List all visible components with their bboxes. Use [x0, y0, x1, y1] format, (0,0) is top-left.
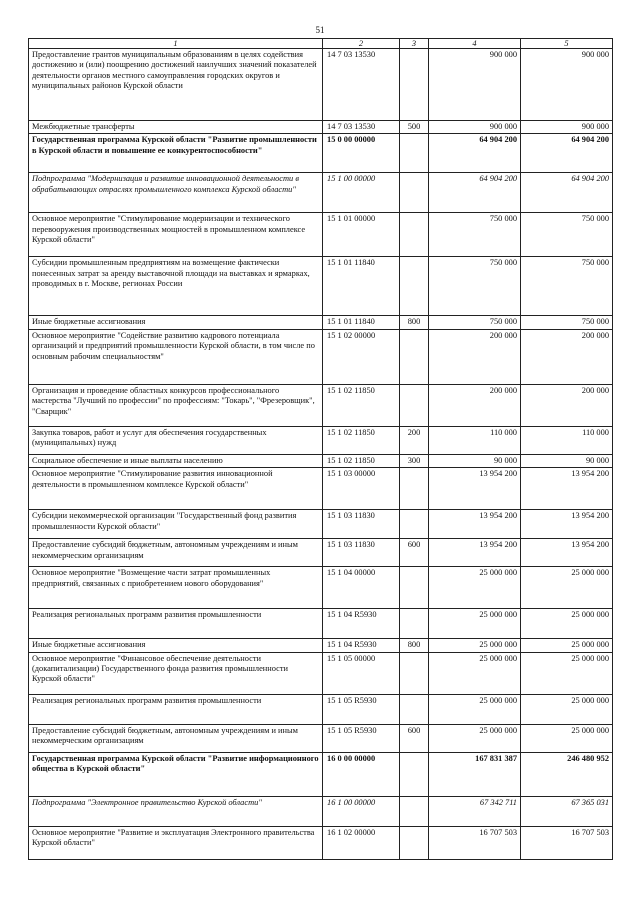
row-name-cell: Основное мероприятие "Стимулирование модернизации и технического перевооружения производственных мощностей в промышленном комплексе Курской области" — [29, 213, 323, 257]
row-code-cell: 15 1 00 00000 — [323, 173, 400, 213]
row-amount-year1-cell: 67 342 711 — [429, 796, 521, 826]
row-name-cell: Основное мероприятие "Развитие и эксплуатация Электронного правительства Курской области" — [29, 826, 323, 859]
row-amount-year1-cell: 90 000 — [429, 454, 521, 467]
table-row — [29, 454, 613, 467]
row-name-cell: Предоставление грантов муниципальным образованиям в целях содействия достижению и (или) поощрению достижений наилучших значений показателей деятельности органов местного самоуправления городских округов и муниципальных районов Курской области — [29, 49, 323, 121]
row-amount-year1-cell: 25 000 000 — [429, 567, 521, 609]
row-amount-year2-cell: 13 954 200 — [521, 510, 613, 539]
table-row — [29, 134, 613, 173]
row-amount-year1-cell: 750 000 — [429, 213, 521, 257]
row-name-cell: Основное мероприятие "Стимулирование развития инновационной деятельности в промышленном комплексе Курской области" — [29, 468, 323, 510]
row-expense-type-cell — [400, 752, 429, 796]
row-amount-year2-cell: 64 904 200 — [521, 134, 613, 173]
row-amount-year1-cell: 13 954 200 — [429, 510, 521, 539]
row-expense-type-cell — [400, 567, 429, 609]
table-row — [29, 694, 613, 724]
row-code-cell: 15 1 02 00000 — [323, 329, 400, 384]
table-row — [29, 826, 613, 859]
table-row — [29, 121, 613, 134]
table-row — [29, 652, 613, 694]
header-col-5: 5 — [521, 39, 613, 49]
row-name-cell: Подпрограмма "Электронное правительство Курской области" — [29, 796, 323, 826]
row-amount-year1-cell: 25 000 000 — [429, 652, 521, 694]
row-code-cell: 15 1 03 00000 — [323, 468, 400, 510]
row-amount-year1-cell: 900 000 — [429, 49, 521, 121]
row-code-cell: 15 1 02 11850 — [323, 454, 400, 467]
table-row — [29, 639, 613, 652]
row-code-cell: 16 1 00 00000 — [323, 796, 400, 826]
row-name-cell: Государственная программа Курской области "Развитие промышленности в Курской области и повышение ее конкурентоспособности" — [29, 134, 323, 173]
row-expense-type-cell: 500 — [400, 121, 429, 134]
row-amount-year1-cell: 64 904 200 — [429, 173, 521, 213]
table-row — [29, 539, 613, 567]
row-amount-year2-cell: 25 000 000 — [521, 609, 613, 639]
row-expense-type-cell — [400, 510, 429, 539]
row-amount-year1-cell: 200 000 — [429, 384, 521, 426]
row-name-cell: Субсидии некоммерческой организации "Государственный фонд развития промышленности Курской области" — [29, 510, 323, 539]
row-expense-type-cell: 800 — [400, 639, 429, 652]
page-number: 51 — [315, 25, 325, 35]
row-amount-year2-cell: 110 000 — [521, 426, 613, 454]
row-name-cell: Иные бюджетные ассигнования — [29, 639, 323, 652]
table-row — [29, 49, 613, 121]
row-code-cell: 16 0 00 00000 — [323, 752, 400, 796]
row-name-cell: Закупка товаров, работ и услуг для обеспечения государственных (муниципальных) нужд — [29, 426, 323, 454]
row-name-cell: Государственная программа Курской области "Развитие информационного общества в Курской области" — [29, 752, 323, 796]
row-amount-year2-cell: 900 000 — [521, 49, 613, 121]
row-expense-type-cell — [400, 468, 429, 510]
row-name-cell: Подпрограмма "Модернизация и развитие инновационной деятельности в обрабатывающих отраслях промышленного комплекса Курской области" — [29, 173, 323, 213]
table-row — [29, 426, 613, 454]
row-code-cell: 15 1 03 11830 — [323, 510, 400, 539]
row-expense-type-cell — [400, 384, 429, 426]
row-code-cell: 15 1 05 R5930 — [323, 694, 400, 724]
row-name-cell: Организация и проведение областных конкурсов профессионального мастерства "Лучший по профессии" по профессиям: "Токарь", "Фрезеровщик", "Сварщик" — [29, 384, 323, 426]
row-expense-type-cell: 200 — [400, 426, 429, 454]
row-name-cell: Реализация региональных программ развития промышленности — [29, 694, 323, 724]
row-amount-year2-cell: 13 954 200 — [521, 468, 613, 510]
header-col-3: 3 — [400, 39, 429, 49]
row-amount-year1-cell: 25 000 000 — [429, 609, 521, 639]
row-expense-type-cell: 600 — [400, 539, 429, 567]
row-code-cell: 15 1 05 00000 — [323, 652, 400, 694]
budget-table — [28, 38, 613, 860]
row-code-cell: 15 1 02 11850 — [323, 384, 400, 426]
table-row — [29, 796, 613, 826]
row-expense-type-cell — [400, 134, 429, 173]
row-amount-year2-cell: 16 707 503 — [521, 826, 613, 859]
header-col-4: 4 — [429, 39, 521, 49]
row-amount-year2-cell: 64 904 200 — [521, 173, 613, 213]
table-row — [29, 329, 613, 384]
row-amount-year2-cell: 25 000 000 — [521, 724, 613, 752]
row-code-cell: 15 1 01 11840 — [323, 316, 400, 329]
row-amount-year2-cell: 25 000 000 — [521, 694, 613, 724]
row-code-cell: 15 1 03 11830 — [323, 539, 400, 567]
row-amount-year2-cell: 200 000 — [521, 329, 613, 384]
row-expense-type-cell: 600 — [400, 724, 429, 752]
row-expense-type-cell — [400, 213, 429, 257]
row-amount-year1-cell: 900 000 — [429, 121, 521, 134]
row-amount-year2-cell: 90 000 — [521, 454, 613, 467]
row-amount-year2-cell: 200 000 — [521, 384, 613, 426]
row-amount-year1-cell: 25 000 000 — [429, 724, 521, 752]
table-row — [29, 213, 613, 257]
row-amount-year1-cell: 110 000 — [429, 426, 521, 454]
row-amount-year1-cell: 25 000 000 — [429, 639, 521, 652]
row-code-cell: 15 1 04 R5930 — [323, 609, 400, 639]
row-amount-year1-cell: 13 954 200 — [429, 539, 521, 567]
row-name-cell: Основное мероприятие "Финансовое обеспечение деятельности (докапитализации) Государственного фонда развития промышленности Курской области" — [29, 652, 323, 694]
header-col-2: 2 — [323, 39, 400, 49]
row-amount-year2-cell: 25 000 000 — [521, 639, 613, 652]
row-code-cell: 14 7 03 13530 — [323, 121, 400, 134]
row-code-cell: 14 7 03 13530 — [323, 49, 400, 121]
row-name-cell: Социальное обеспечение и иные выплаты населению — [29, 454, 323, 467]
table-row — [29, 752, 613, 796]
table-row — [29, 609, 613, 639]
table-header-row — [29, 39, 613, 49]
row-expense-type-cell: 800 — [400, 316, 429, 329]
table-row — [29, 724, 613, 752]
table-row — [29, 384, 613, 426]
table-row — [29, 257, 613, 316]
row-code-cell: 15 1 02 11850 — [323, 426, 400, 454]
row-name-cell: Предоставление субсидий бюджетным, автономным учреждениям и иным некоммерческим организациям — [29, 724, 323, 752]
row-code-cell: 15 1 04 00000 — [323, 567, 400, 609]
header-col-1: 1 — [29, 39, 323, 49]
row-amount-year2-cell: 25 000 000 — [521, 567, 613, 609]
row-amount-year1-cell: 13 954 200 — [429, 468, 521, 510]
row-expense-type-cell: 300 — [400, 454, 429, 467]
row-code-cell: 16 1 02 00000 — [323, 826, 400, 859]
row-expense-type-cell — [400, 796, 429, 826]
row-code-cell: 15 0 00 00000 — [323, 134, 400, 173]
row-amount-year1-cell: 200 000 — [429, 329, 521, 384]
row-name-cell: Реализация региональных программ развития промышленности — [29, 609, 323, 639]
row-expense-type-cell — [400, 609, 429, 639]
table-row — [29, 468, 613, 510]
row-code-cell: 15 1 01 11840 — [323, 257, 400, 316]
row-name-cell: Иные бюджетные ассигнования — [29, 316, 323, 329]
row-amount-year1-cell: 16 707 503 — [429, 826, 521, 859]
row-expense-type-cell — [400, 257, 429, 316]
row-name-cell: Основное мероприятие "Содействие развитию кадрового потенциала организаций и предприятий промышленности Курской области, в том числе по основным рабочим специальностям" — [29, 329, 323, 384]
row-amount-year2-cell: 900 000 — [521, 121, 613, 134]
table-row — [29, 510, 613, 539]
row-code-cell: 15 1 04 R5930 — [323, 639, 400, 652]
row-amount-year2-cell: 750 000 — [521, 316, 613, 329]
row-amount-year2-cell: 25 000 000 — [521, 652, 613, 694]
row-amount-year1-cell: 750 000 — [429, 257, 521, 316]
row-amount-year2-cell: 246 480 952 — [521, 752, 613, 796]
row-amount-year1-cell: 64 904 200 — [429, 134, 521, 173]
table-row — [29, 567, 613, 609]
row-amount-year1-cell: 167 831 387 — [429, 752, 521, 796]
row-amount-year1-cell: 750 000 — [429, 316, 521, 329]
row-expense-type-cell — [400, 329, 429, 384]
row-amount-year2-cell: 67 365 031 — [521, 796, 613, 826]
table-row — [29, 316, 613, 329]
row-expense-type-cell — [400, 652, 429, 694]
row-expense-type-cell — [400, 694, 429, 724]
row-name-cell: Основное мероприятие "Возмещение части затрат промышленных предприятий, связанных с приобретением нового оборудования" — [29, 567, 323, 609]
row-name-cell: Межбюджетные трансферты — [29, 121, 323, 134]
row-expense-type-cell — [400, 826, 429, 859]
row-amount-year2-cell: 750 000 — [521, 257, 613, 316]
row-expense-type-cell — [400, 49, 429, 121]
table-row — [29, 173, 613, 213]
row-amount-year2-cell: 13 954 200 — [521, 539, 613, 567]
row-amount-year2-cell: 750 000 — [521, 213, 613, 257]
row-code-cell: 15 1 05 R5930 — [323, 724, 400, 752]
row-amount-year1-cell: 25 000 000 — [429, 694, 521, 724]
row-name-cell: Субсидии промышленным предприятиям на возмещение фактически понесенных затрат за аренду выставочной площади на выставках и ярмарках, проводимых в г. Москве, регионах России — [29, 257, 323, 316]
row-expense-type-cell — [400, 173, 429, 213]
row-code-cell: 15 1 01 00000 — [323, 213, 400, 257]
row-name-cell: Предоставление субсидий бюджетным, автономным учреждениям и иным некоммерческим организациям — [29, 539, 323, 567]
